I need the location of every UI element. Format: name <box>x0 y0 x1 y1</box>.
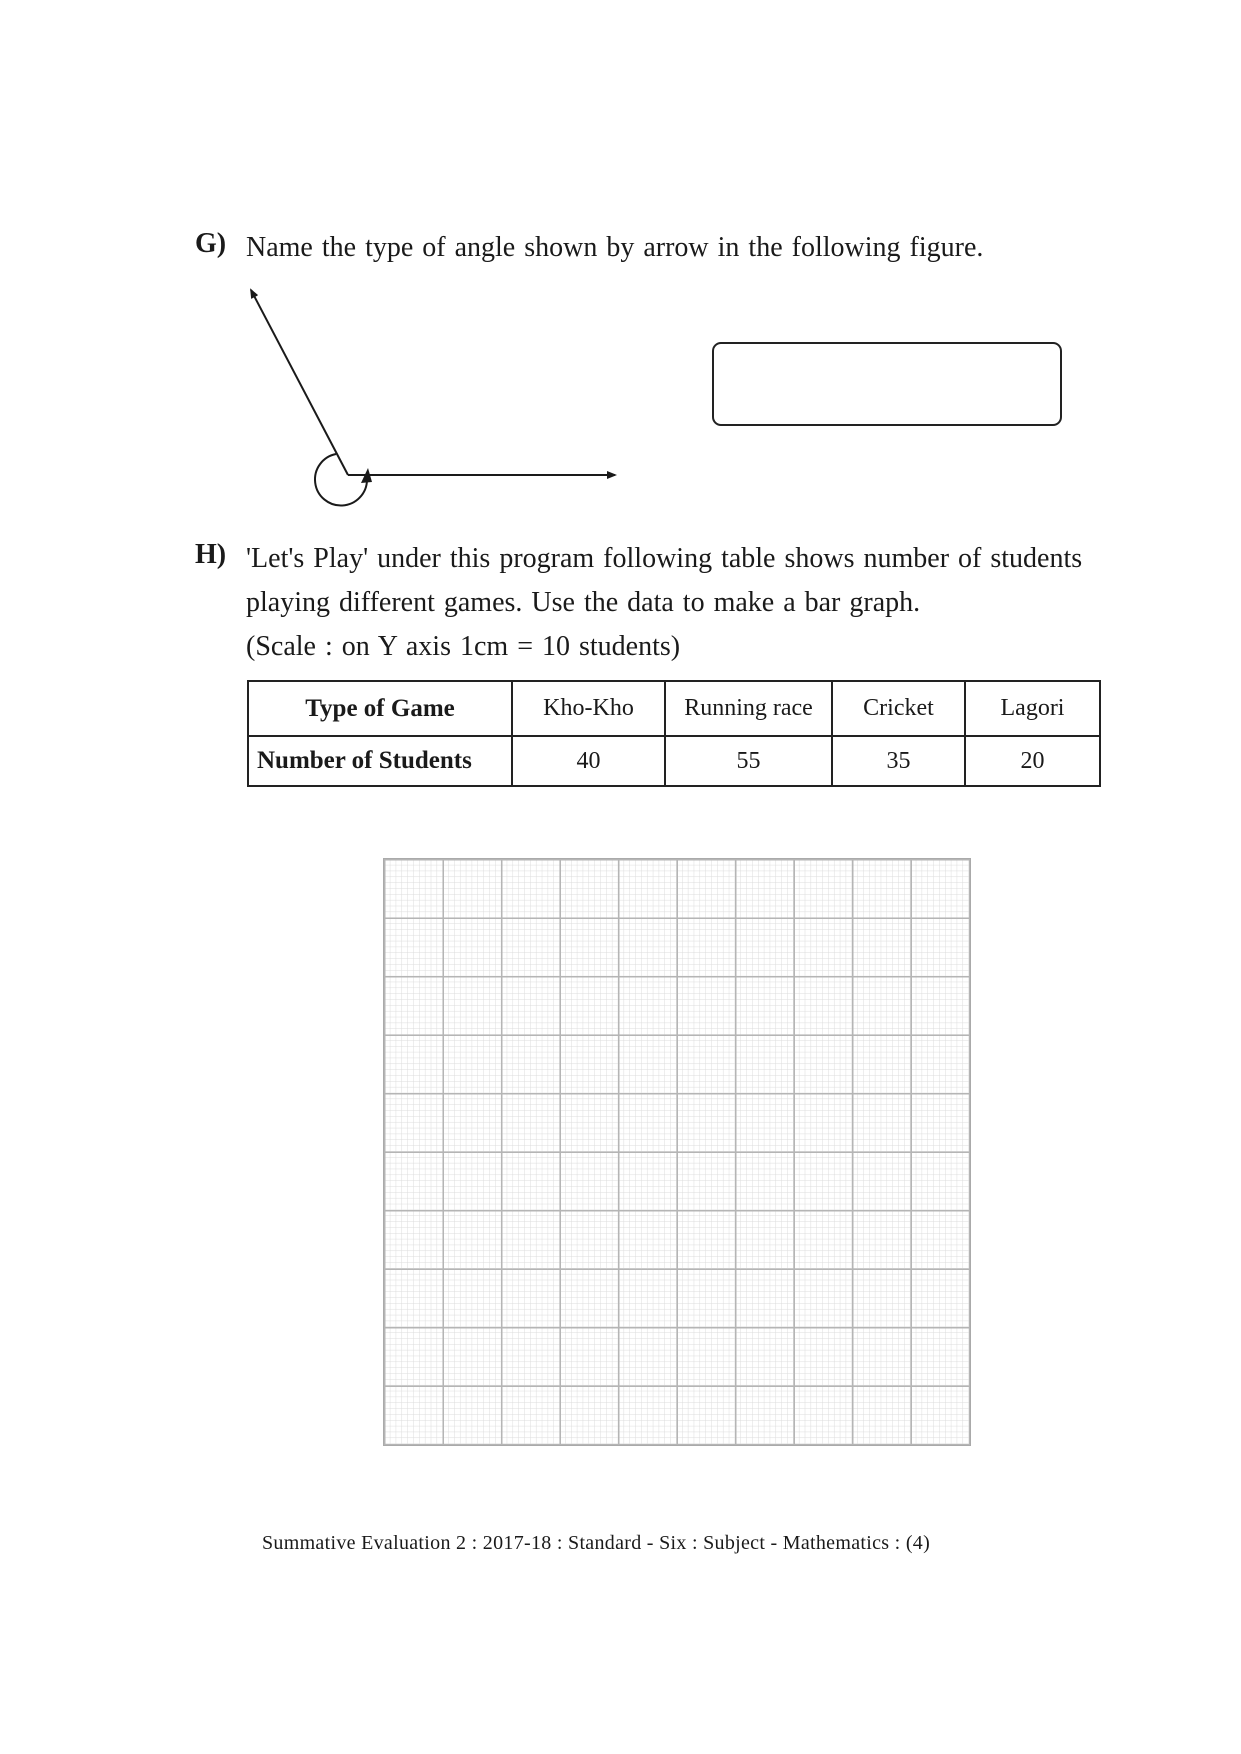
table-row-students <box>248 736 1100 786</box>
angle-figure <box>240 278 630 518</box>
games-data-table <box>247 680 1101 787</box>
question-h-scale-line: (Scale : on Y axis 1cm = 10 students) <box>246 631 681 662</box>
question-h-label: H) <box>195 539 227 570</box>
table-row-games <box>248 681 1100 736</box>
table-header-number-of-students: Number of Students <box>248 736 512 786</box>
question-g-label: G) <box>195 228 227 259</box>
table-cell-students: 35 <box>832 736 965 786</box>
question-h-text <box>246 537 1126 669</box>
table-cell-game: Cricket <box>832 681 965 736</box>
table-cell-students: 20 <box>965 736 1100 786</box>
table-cell-game: Running race <box>665 681 832 736</box>
graph-paper-grid[interactable] <box>383 858 971 1446</box>
table-cell-game: Kho-Kho <box>512 681 665 736</box>
table-cell-students: 55 <box>665 736 832 786</box>
question-h-line-2: playing different games. Use the data to make a bar graph. <box>246 587 921 618</box>
question-h-line-1: 'Let's Play' under this program following table shows number of students <box>246 543 1083 574</box>
table-header-type-of-game: Type of Game <box>248 681 512 736</box>
page-footer: Summative Evaluation 2 : 2017-18 : Standard - Six : Subject - Mathematics : (4) <box>262 1532 931 1554</box>
table-cell-game: Lagori <box>965 681 1100 736</box>
angle-arm-slanted <box>251 290 348 475</box>
answer-box[interactable] <box>712 342 1062 426</box>
question-g-text: Name the type of angle shown by arrow in the following figure. <box>246 232 984 263</box>
table-cell-students: 40 <box>512 736 665 786</box>
